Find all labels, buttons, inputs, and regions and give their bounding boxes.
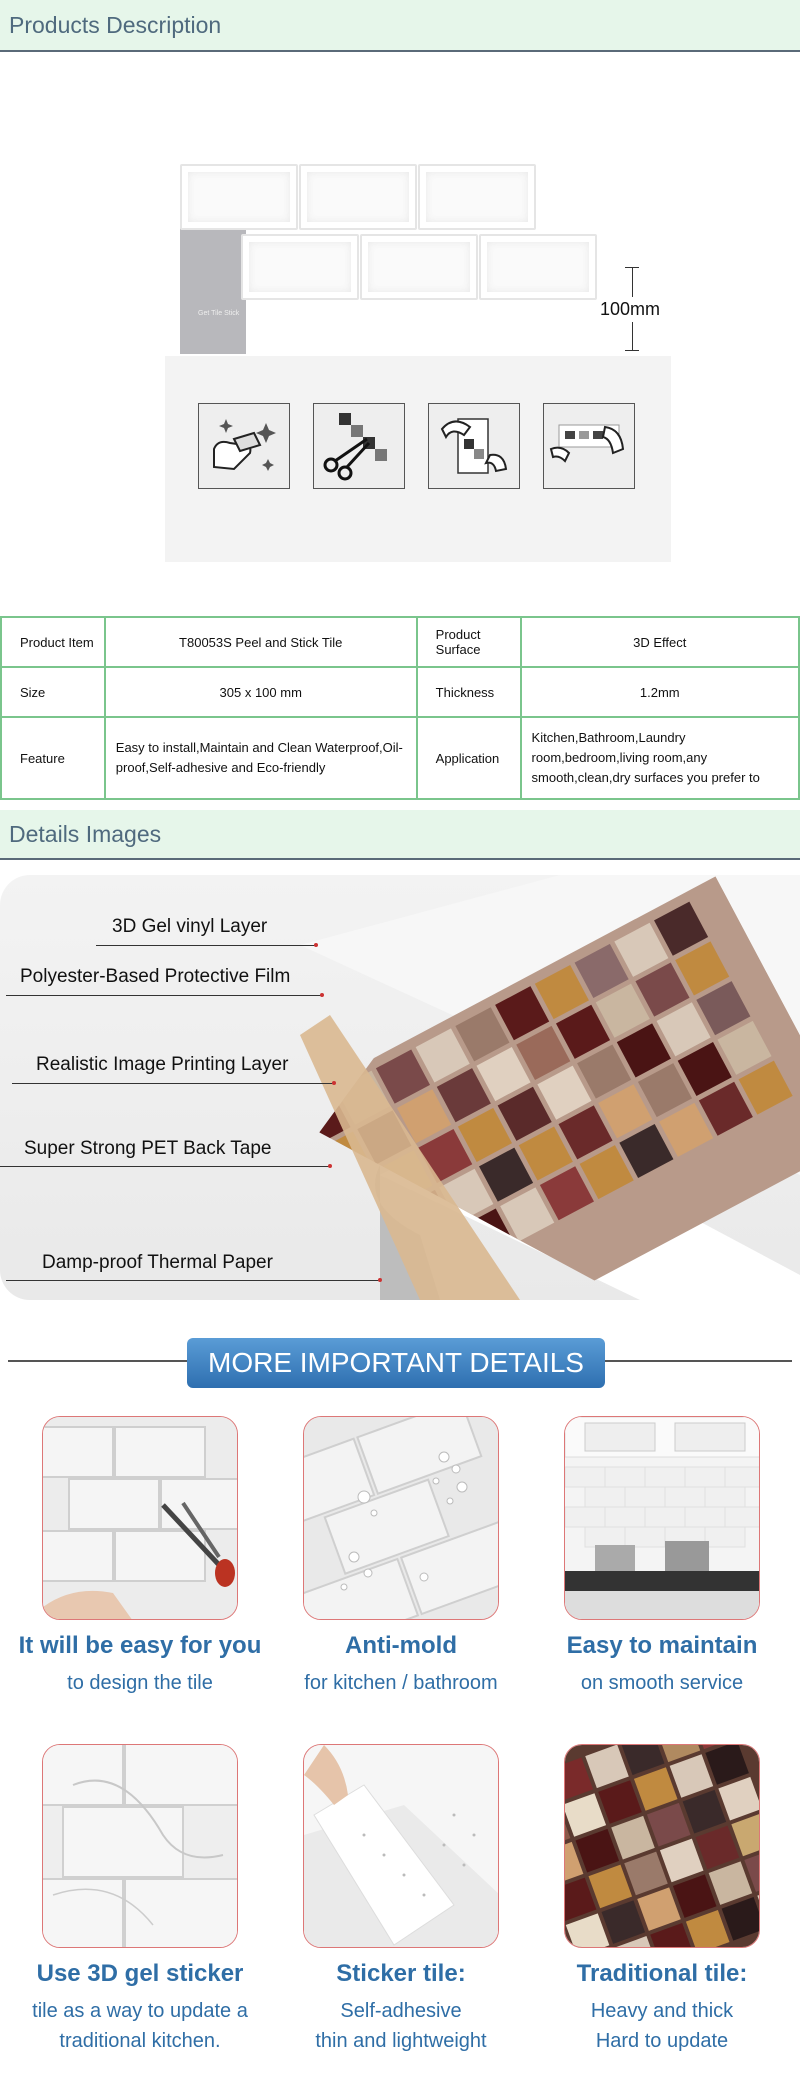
- tile-brick: [241, 234, 359, 300]
- peel-sticker-photo: [303, 1744, 499, 1948]
- layer-pointer-line: [12, 1083, 334, 1084]
- spec-table: [0, 616, 800, 800]
- clean-surface-icon: [198, 403, 290, 489]
- marble-tile-photo: [42, 1744, 238, 1948]
- layer-pointer-dot: [332, 1081, 336, 1085]
- layer-pointer-line: [0, 1166, 330, 1167]
- installation-steps-panel: [165, 356, 671, 562]
- table-cell: Product Item: [1, 617, 105, 667]
- feature-grid: [0, 1398, 800, 2098]
- feature-subtitle: to design the tile: [67, 1672, 213, 1694]
- feature-subtitle: thin and lightweight: [315, 2030, 487, 2052]
- feature-subtitle: Self-adhesive: [340, 2000, 462, 2022]
- feature-title: Easy to maintain: [566, 1632, 758, 1659]
- tile-dimension-figure: [0, 52, 800, 382]
- table-cell: 3D Effect: [521, 617, 799, 667]
- layer-pointer-dot: [378, 1278, 382, 1282]
- table-cell: Size: [1, 667, 105, 717]
- details-images-header: [0, 810, 800, 860]
- feature-subtitle: traditional kitchen.: [59, 2030, 221, 2052]
- table-cell: T80053S Peel and Stick Tile: [105, 617, 417, 667]
- height-dimension-cap: [625, 267, 639, 268]
- feature-card: [271, 1744, 531, 2056]
- feature-title: Use 3D gel sticker: [36, 1960, 244, 1987]
- tile-brick: [299, 164, 417, 230]
- kitchen-photo: [564, 1416, 760, 1620]
- table-cell: Kitchen,Bathroom,Laundry room,bedroom,living room,any smooth,clean,dry surfaces you prefer to: [521, 717, 799, 799]
- layer-image-background: [0, 875, 800, 1300]
- tile-brick: [180, 164, 298, 230]
- layer-label: Super Strong PET Back Tape: [24, 1138, 272, 1159]
- layer-pointer-line: [6, 1280, 380, 1281]
- layer-label: 3D Gel vinyl Layer: [112, 916, 268, 937]
- tile-brick: [418, 164, 536, 230]
- layer-label: Polyester-Based Protective Film: [20, 966, 291, 987]
- section-title: Details Images: [9, 820, 162, 847]
- table-cell: 1.2mm: [521, 667, 799, 717]
- height-dimension-cap: [625, 350, 639, 351]
- feature-title: It will be easy for you: [18, 1632, 262, 1659]
- feature-card: [10, 1744, 270, 2056]
- mosaic-tile-photo: [564, 1744, 760, 1948]
- feature-title: Sticker tile:: [336, 1960, 466, 1987]
- cutting-tile-photo: [42, 1416, 238, 1620]
- feature-card: [10, 1416, 270, 1698]
- layer-pointer-line: [96, 945, 316, 946]
- table-cell: Application: [417, 717, 521, 799]
- height-dimension-label: 100mm: [600, 297, 660, 322]
- layer-structure-image: [0, 860, 800, 1320]
- table-row: [1, 667, 799, 717]
- cut-tile-icon: [313, 403, 405, 489]
- feature-subtitle: on smooth service: [580, 1672, 744, 1694]
- feature-subtitle: for kitchen / bathroom: [304, 1672, 498, 1694]
- tile-brick: [360, 234, 478, 300]
- table-cell: Thickness: [417, 667, 521, 717]
- table-cell: Feature: [1, 717, 105, 799]
- layer-label: Realistic Image Printing Layer: [36, 1054, 289, 1075]
- tile-backing-text: Get Tile Stick: [198, 310, 240, 317]
- tile-layers-illustration: [0, 875, 800, 1300]
- table-cell: Product Surface: [417, 617, 521, 667]
- more-details-header: [0, 1320, 800, 1398]
- layer-pointer-dot: [328, 1164, 332, 1168]
- layer-pointer-line: [6, 995, 322, 996]
- feature-title: Traditional tile:: [576, 1960, 748, 1987]
- feature-card: [271, 1416, 531, 1698]
- spacer: [0, 800, 800, 810]
- table-row: [1, 617, 799, 667]
- tile-brick: [479, 234, 597, 300]
- layer-pointer-dot: [320, 993, 324, 997]
- feature-subtitle: tile as a way to update a: [32, 2000, 248, 2022]
- feature-card: [532, 1744, 792, 2056]
- stick-tile-icon: [543, 403, 635, 489]
- table-cell: Easy to install,Maintain and Clean Waterproof,Oil-proof,Self-adhesive and Eco-friendly: [105, 717, 417, 799]
- layer-pointer-dot: [314, 943, 318, 947]
- feature-subtitle: Hard to update: [595, 2030, 729, 2052]
- peel-backing-icon: [428, 403, 520, 489]
- feature-card: [532, 1416, 792, 1698]
- tile-backing: [180, 217, 246, 354]
- table-row: [1, 717, 799, 799]
- water-drops-photo: [303, 1416, 499, 1620]
- feature-subtitle: Heavy and thick: [590, 2000, 734, 2022]
- feature-title: Anti-mold: [345, 1632, 457, 1659]
- more-details-banner: MORE IMPORTANT DETAILS: [187, 1338, 605, 1388]
- layer-label: Damp-proof Thermal Paper: [42, 1252, 273, 1273]
- table-cell: 305 x 100 mm: [105, 667, 417, 717]
- section-title: Products Description: [9, 11, 222, 38]
- products-description-header: [0, 0, 800, 52]
